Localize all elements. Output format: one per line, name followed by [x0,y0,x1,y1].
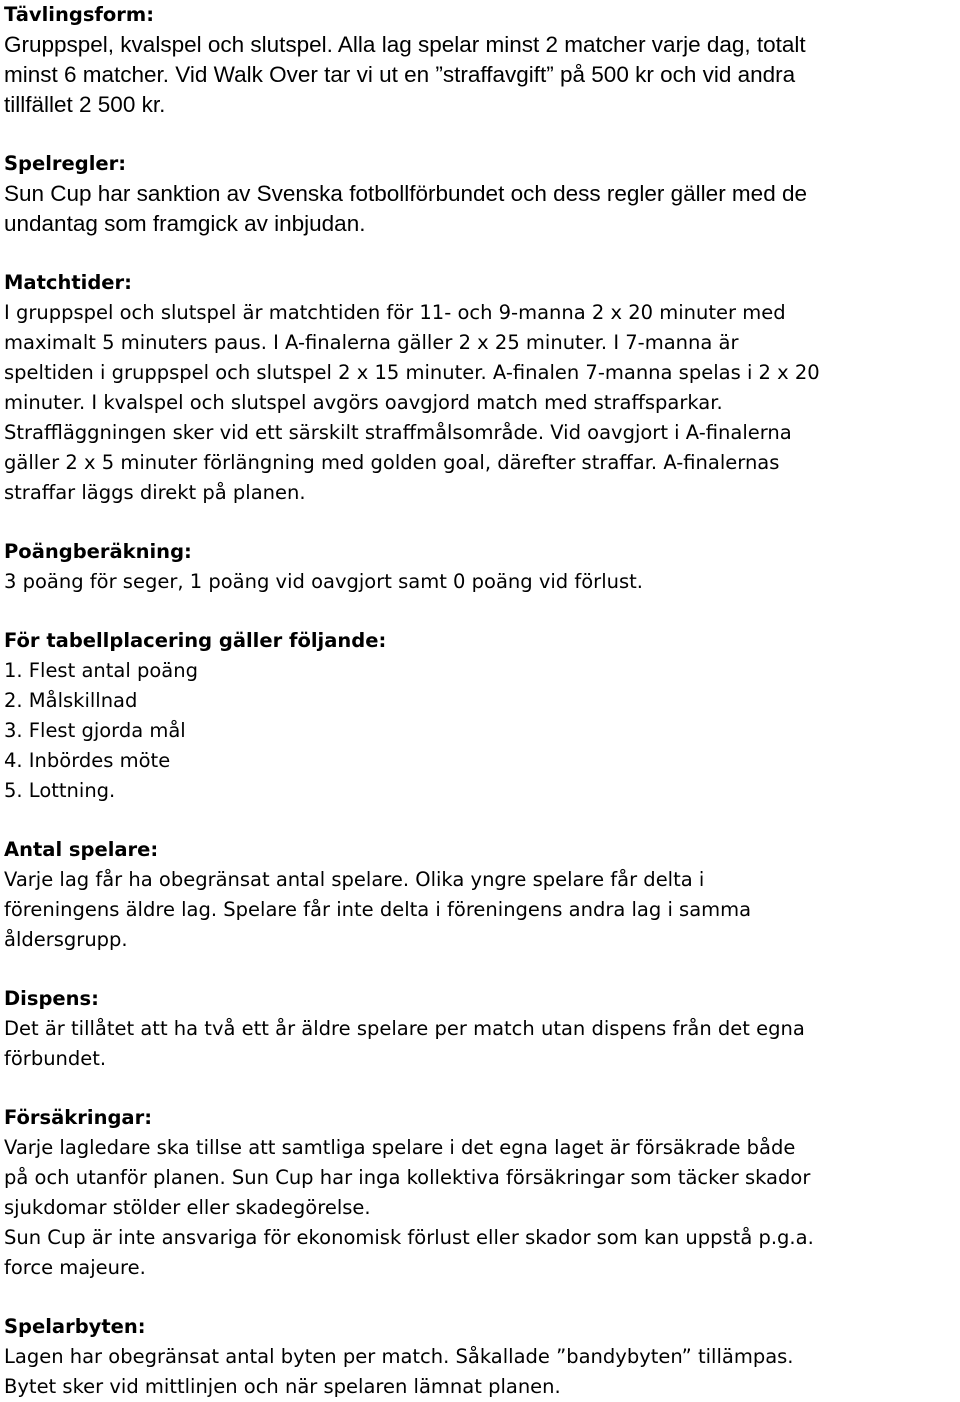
text-line: Sun Cup är inte ansvariga för ekonomisk förlust eller skador som kan uppstå p.g.a. [4,1226,814,1249]
text-line: gäller 2 x 5 minuter förlängning med golden goal, därefter straffar. A-finalernas [4,451,780,474]
paragraph-poangberakning [4,567,956,597]
paragraph-tavlingsform [4,30,956,120]
text-line: Varje lagledare ska tillse att samtliga spelare i det egna laget är försäkrade både [4,1136,796,1159]
heading-poangberakning: Poängberäkning: [4,540,192,563]
text-line: föreningens äldre lag. Spelare får inte delta i föreningens andra lag i samma [4,898,752,921]
text-line: I gruppspel och slutspel är matchtiden för 11- och 9-manna 2 x 20 minuter med [4,301,786,324]
heading-tabellplacering: För tabellplacering gäller följande: [4,629,387,652]
heading-tavlingsform: Tävlingsform: [4,3,155,26]
heading-spelregler: Spelregler: [4,152,127,175]
text-line: tillfället 2 500 kr. [4,92,166,117]
paragraph-spelregler [4,179,956,239]
list-item: 3. Flest gjorda mål [4,719,186,742]
section-poangberakning [4,537,956,597]
section-dispens [4,984,956,1074]
text-line: Bytet sker vid mittlinjen och när spelaren lämnat planen. [4,1375,561,1398]
heading-antal-spelare: Antal spelare: [4,838,159,861]
paragraph-antal-spelare [4,865,956,955]
text-line: minuter. I kvalspel och slutspel avgörs oavgjord match med straffsparkar. [4,391,723,414]
section-matchtider [4,268,956,508]
text-line: Gruppspel, kvalspel och slutspel. Alla lag spelar minst 2 matcher varje dag, totalt [4,32,806,57]
text-line: sjukdomar stölder eller skadegörelse. [4,1196,371,1219]
text-line: undantag som framgick av inbjudan. [4,211,366,236]
section-tavlingsform [4,0,956,120]
text-line: Lagen har obegränsat antal byten per match. Såkallade ”bandybyten” tillämpas. [4,1345,794,1368]
document [4,0,956,1402]
heading-spelarbyten: Spelarbyten: [4,1315,146,1338]
section-spelarbyten [4,1312,956,1402]
section-forsakringar [4,1103,956,1283]
text-line: minst 6 matcher. Vid Walk Over tar vi ut en ”straffavgift” på 500 kr och vid andra [4,62,796,87]
list-item: 1. Flest antal poäng [4,659,198,682]
paragraph-matchtider [4,298,956,508]
text-line: på och utanför planen. Sun Cup har inga kollektiva försäkringar som täcker skador [4,1166,811,1189]
paragraph-spelarbyten [4,1342,956,1402]
text-line: Straffläggningen sker vid ett särskilt straffmålsområde. Vid oavgjort i A-finalerna [4,421,792,444]
text-line: straffar läggs direkt på planen. [4,481,306,504]
list-item: 2. Målskillnad [4,689,138,712]
heading-matchtider: Matchtider: [4,271,132,294]
text-line: åldersgrupp. [4,928,128,951]
text-line: Varje lag får ha obegränsat antal spelare. Olika yngre spelare får delta i [4,868,705,891]
list-item: 4. Inbördes möte [4,749,171,772]
section-spelregler [4,149,956,239]
heading-dispens: Dispens: [4,987,99,1010]
text-line: Det är tillåtet att ha två ett år äldre spelare per match utan dispens från det egna [4,1017,805,1040]
ranking-criteria-list [4,656,956,806]
section-tabellplacering [4,626,956,806]
text-line: speltiden i gruppspel och slutspel 2 x 15 minuter. A-finalen 7-manna spelas i 2 x 20 [4,361,820,384]
heading-forsakringar: Försäkringar: [4,1106,152,1129]
text-line: 3 poäng för seger, 1 poäng vid oavgjort samt 0 poäng vid förlust. [4,570,643,593]
paragraph-dispens [4,1014,956,1074]
list-item: 5. Lottning. [4,779,116,802]
text-line: force majeure. [4,1256,146,1279]
paragraph-forsakringar [4,1133,956,1283]
text-line: Sun Cup har sanktion av Svenska fotbollförbundet och dess regler gäller med de [4,181,807,206]
text-line: förbundet. [4,1047,107,1070]
text-line: maximalt 5 minuters paus. I A-finalerna gäller 2 x 25 minuter. I 7-manna är [4,331,739,354]
section-antal-spelare [4,835,956,955]
